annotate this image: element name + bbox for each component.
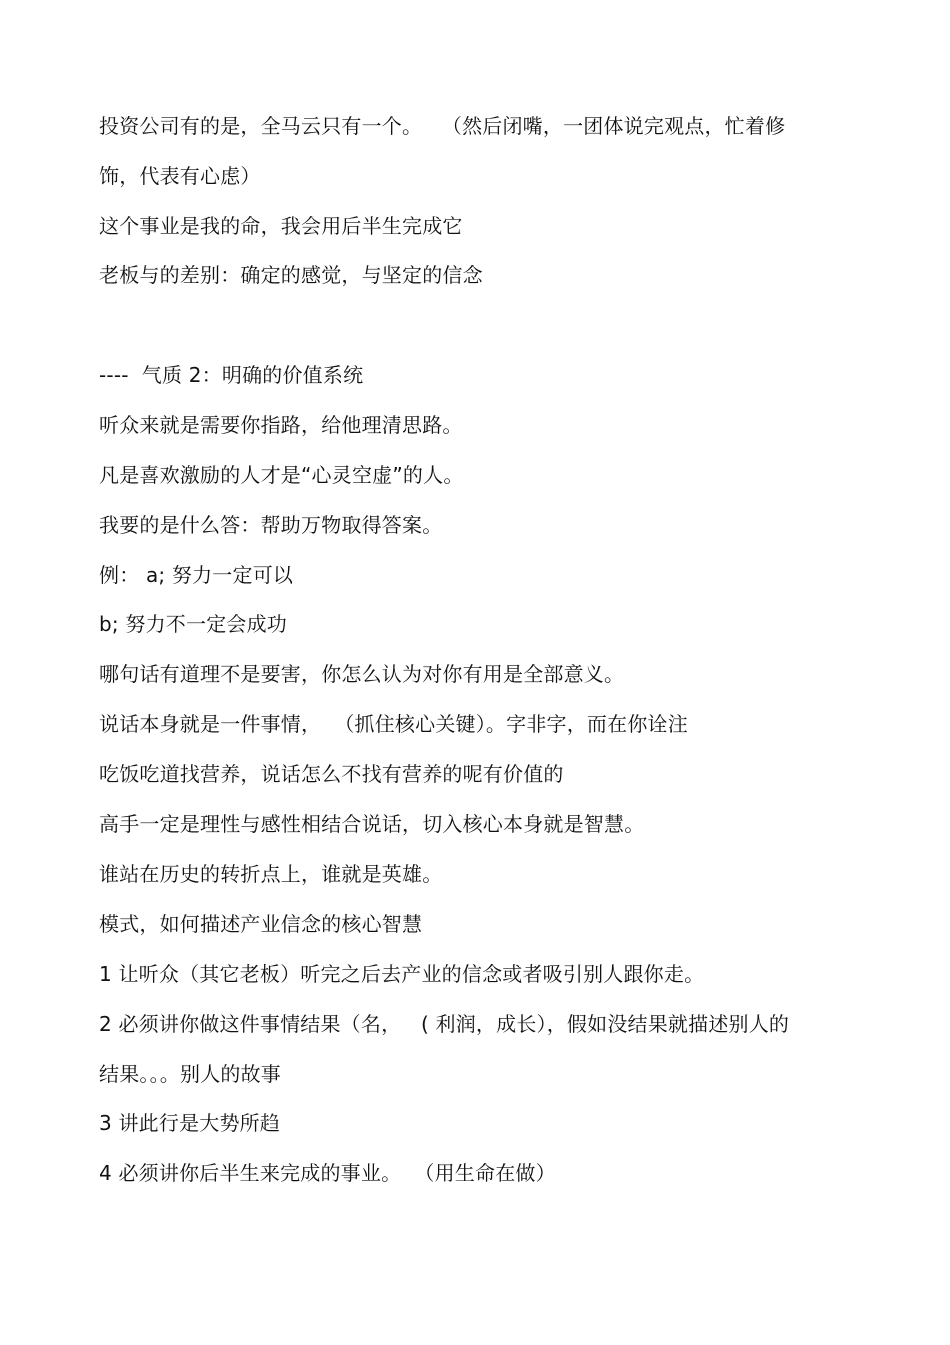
list-item: 2 必须讲你做这件事情结果（名， ( 利润，成长），假如没结果就描述别人的 [99, 1012, 790, 1036]
text-line: 哪句话有道理不是要害，你怎么认为对你有用是全部意义。 [99, 662, 625, 686]
list-item: 3 讲此行是大势所趋 [99, 1111, 281, 1135]
text-line: 我要的是什么答：帮助万物取得答案。 [99, 513, 443, 537]
text-line: 这个事业是我的命，我会用后半生完成它 [99, 214, 463, 238]
text-line: 模式，如何描述产业信念的核心智慧 [99, 912, 423, 936]
text-line: 说话本身就是一件事情， （抓住核心关键）。字非字，而在你诠注 [99, 712, 688, 736]
text-line: 结果。。。别人的故事 [99, 1062, 281, 1086]
text-line: 听众来就是需要你指路，给他理清思路。 [99, 413, 463, 437]
text-line: 饰，代表有心虑） [99, 164, 261, 188]
text-line: 高手一定是理性与感性相结合说话，切入核心本身就是智慧。 [99, 812, 645, 836]
text-line: 凡是喜欢激励的人才是“心灵空虚”的人。 [99, 463, 464, 487]
text-line: 老板与的差别：确定的感觉，与坚定的信念 [99, 263, 483, 287]
list-item: 1 让听众（其它老板）听完之后去产业的信念或者吸引别人跟你走。 [99, 962, 705, 986]
text-line: 例： a; 努力一定可以 [99, 563, 294, 587]
text-line: b; 努力不一定会成功 [99, 612, 287, 636]
text-line: 投资公司有的是，全马云只有一个。 （然后闭嘴，一团体说完观点，忙着修 [99, 114, 786, 138]
text-line: 吃饭吃道找营养，说话怎么不找有营养的呢有价值的 [99, 762, 564, 786]
section-heading: ---- 气质 2：明确的价值系统 [99, 363, 364, 387]
list-item: 4 必须讲你后半生来完成的事业。 （用生命在做） [99, 1161, 556, 1185]
text-line: 谁站在历史的转折点上，谁就是英雄。 [99, 862, 443, 886]
